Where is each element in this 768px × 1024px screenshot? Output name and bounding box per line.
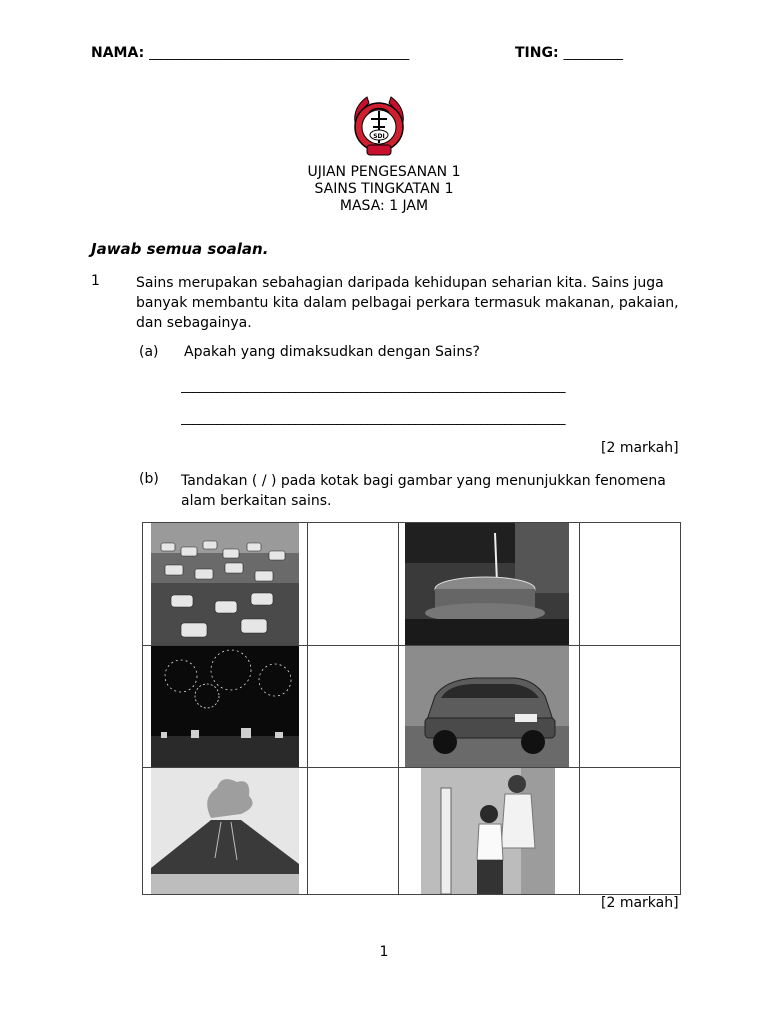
checkbox-cell[interactable] — [580, 768, 681, 895]
checkbox-cell[interactable] — [580, 646, 681, 768]
exam-duration: MASA: 1 JAM — [339, 198, 429, 214]
checkbox-cell[interactable] — [308, 768, 399, 895]
fireworks-photo — [151, 646, 299, 767]
ting-field — [515, 45, 622, 61]
marks-b: [2 markah] — [601, 895, 679, 911]
page-number: 1 — [379, 944, 389, 960]
part-a-text: Apakah yang dimaksudkan dengan Sains? — [184, 344, 480, 360]
answer-line[interactable]: ________________________________________________________________ — [181, 411, 565, 426]
fountain-photo — [405, 523, 569, 645]
answer-line[interactable]: ________________________________________________________________ — [181, 379, 565, 394]
checkbox-cell[interactable] — [308, 523, 399, 646]
part-a-label: (a) — [139, 344, 159, 360]
exam-title: UJIAN PENGESANAN 1 — [307, 164, 461, 180]
image-cell — [143, 768, 308, 895]
instruction: Jawab semua soalan. — [91, 240, 269, 258]
image-cell — [399, 768, 580, 895]
image-cell — [143, 646, 308, 768]
flood-photo — [151, 523, 299, 645]
ting-label: TING: — [515, 45, 559, 61]
car-photo — [405, 646, 569, 767]
nurse-measuring-height-photo — [421, 768, 555, 894]
logo-text: SDI — [373, 133, 385, 140]
question-number: 1 — [91, 273, 100, 289]
image-cell — [143, 523, 308, 646]
image-cell — [399, 646, 580, 768]
image-table — [142, 522, 681, 895]
volcano-photo — [151, 768, 299, 894]
exam-subject: SAINS TINGKATAN 1 — [314, 181, 454, 197]
school-logo — [347, 93, 411, 161]
part-b-label: (b) — [139, 471, 159, 487]
nama-blank[interactable]: ____________________________________________ — [149, 46, 409, 61]
part-b-text: Tandakan ( / ) pada kotak bagi gambar yang menunjukkan fenomena alam berkaitan sains. — [181, 473, 666, 509]
image-cell — [399, 523, 580, 646]
nama-field — [91, 45, 409, 61]
nama-label: NAMA: — [91, 45, 145, 61]
ting-blank[interactable]: __________ — [563, 46, 623, 61]
checkbox-cell[interactable] — [308, 646, 399, 768]
checkbox-cell[interactable] — [580, 523, 681, 646]
question-text: Sains merupakan sebahagian daripada kehidupan seharian kita. Sains juga banyak membantu kita dalam pelbagai perkara termasuk makanan, pakaian, dan sebagainya. — [136, 275, 679, 331]
marks-a: [2 markah] — [601, 440, 679, 456]
